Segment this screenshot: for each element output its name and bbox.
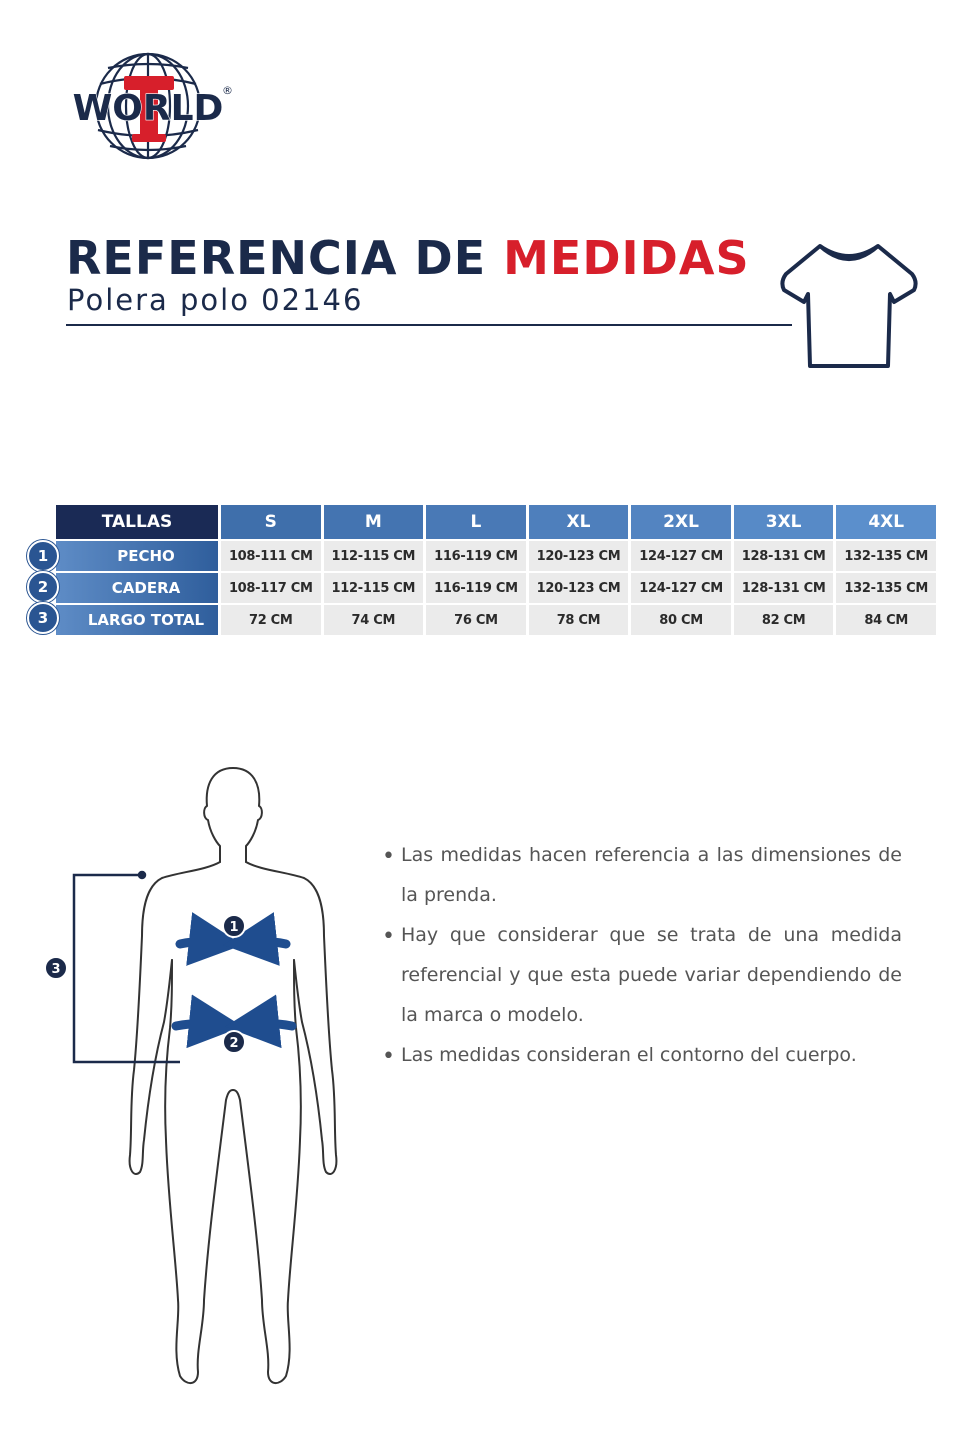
- note-item: • Las medidas hacen referencia a las dimensiones de la prenda.: [382, 835, 902, 915]
- row-number-badge: 2: [27, 571, 59, 603]
- size-header-s: S: [221, 505, 321, 539]
- row-label-largo-total: LARGO TOTAL: [56, 605, 218, 635]
- size-header-4xl: 4XL: [836, 505, 936, 539]
- svg-text:1: 1: [229, 920, 239, 935]
- marker-1: [223, 915, 245, 937]
- svg-text:3: 3: [51, 962, 61, 977]
- table-cell: 124-127 CM: [631, 573, 731, 603]
- row-label-pecho: PECHO: [56, 541, 218, 571]
- table-cell: 80 CM: [631, 605, 731, 635]
- page-title: [66, 228, 750, 288]
- marker-2: [223, 1031, 245, 1053]
- table-cell: 72 CM: [221, 605, 321, 635]
- table-cell: 124-127 CM: [631, 541, 731, 571]
- table-cell: 112-115 CM: [324, 573, 424, 603]
- table-cell: 108-111 CM: [221, 541, 321, 571]
- row-label-cadera: CADERA: [56, 573, 218, 603]
- product-subtitle: Polera polo 02146: [67, 283, 364, 317]
- length-bracket: [74, 872, 180, 1062]
- size-header-m: M: [324, 505, 424, 539]
- table-cell: 116-119 CM: [426, 573, 526, 603]
- title-part-1: REFERENCIA DE: [66, 231, 487, 285]
- table-cell: 108-117 CM: [221, 573, 321, 603]
- measurement-notes: [382, 835, 902, 1075]
- size-header-3xl: 3XL: [734, 505, 834, 539]
- table-header-tallas: TALLAS: [56, 505, 218, 539]
- table-cell: 128-131 CM: [734, 573, 834, 603]
- title-divider: [66, 324, 792, 326]
- table-cell: 84 CM: [836, 605, 936, 635]
- human-silhouette: [130, 768, 337, 1383]
- title-part-2: MEDIDAS: [503, 231, 750, 285]
- table-cell: 132-135 CM: [836, 541, 936, 571]
- table-cell: 82 CM: [734, 605, 834, 635]
- table-cell: 78 CM: [529, 605, 629, 635]
- registered-mark: ®: [222, 84, 233, 97]
- table-cell: 128-131 CM: [734, 541, 834, 571]
- marker-3: [45, 957, 67, 979]
- body-measurement-figure: [30, 760, 360, 1400]
- table-cell: 120-123 CM: [529, 573, 629, 603]
- table-cell: 116-119 CM: [426, 541, 526, 571]
- table-cell: 132-135 CM: [836, 573, 936, 603]
- world-logo: [70, 50, 240, 162]
- note-item: • Hay que considerar que se trata de una medida referencial y que esta puede variar dependiendo de la marca o modelo.: [382, 915, 902, 1035]
- size-header-l: L: [426, 505, 526, 539]
- chest-arrows: [180, 941, 286, 944]
- logo-text: WORLD: [72, 88, 224, 129]
- size-table: [56, 505, 936, 635]
- hip-arrows: [176, 1023, 292, 1026]
- row-number-badge: 3: [27, 602, 59, 634]
- tshirt-icon: [778, 238, 920, 374]
- row-number-badge: 1: [27, 540, 59, 572]
- table-cell: 76 CM: [426, 605, 526, 635]
- size-header-2xl: 2XL: [631, 505, 731, 539]
- table-cell: 112-115 CM: [324, 541, 424, 571]
- note-item: • Las medidas consideran el contorno del cuerpo.: [382, 1035, 902, 1075]
- table-cell: 74 CM: [324, 605, 424, 635]
- table-cell: 120-123 CM: [529, 541, 629, 571]
- size-header-xl: XL: [529, 505, 629, 539]
- svg-text:2: 2: [229, 1036, 239, 1051]
